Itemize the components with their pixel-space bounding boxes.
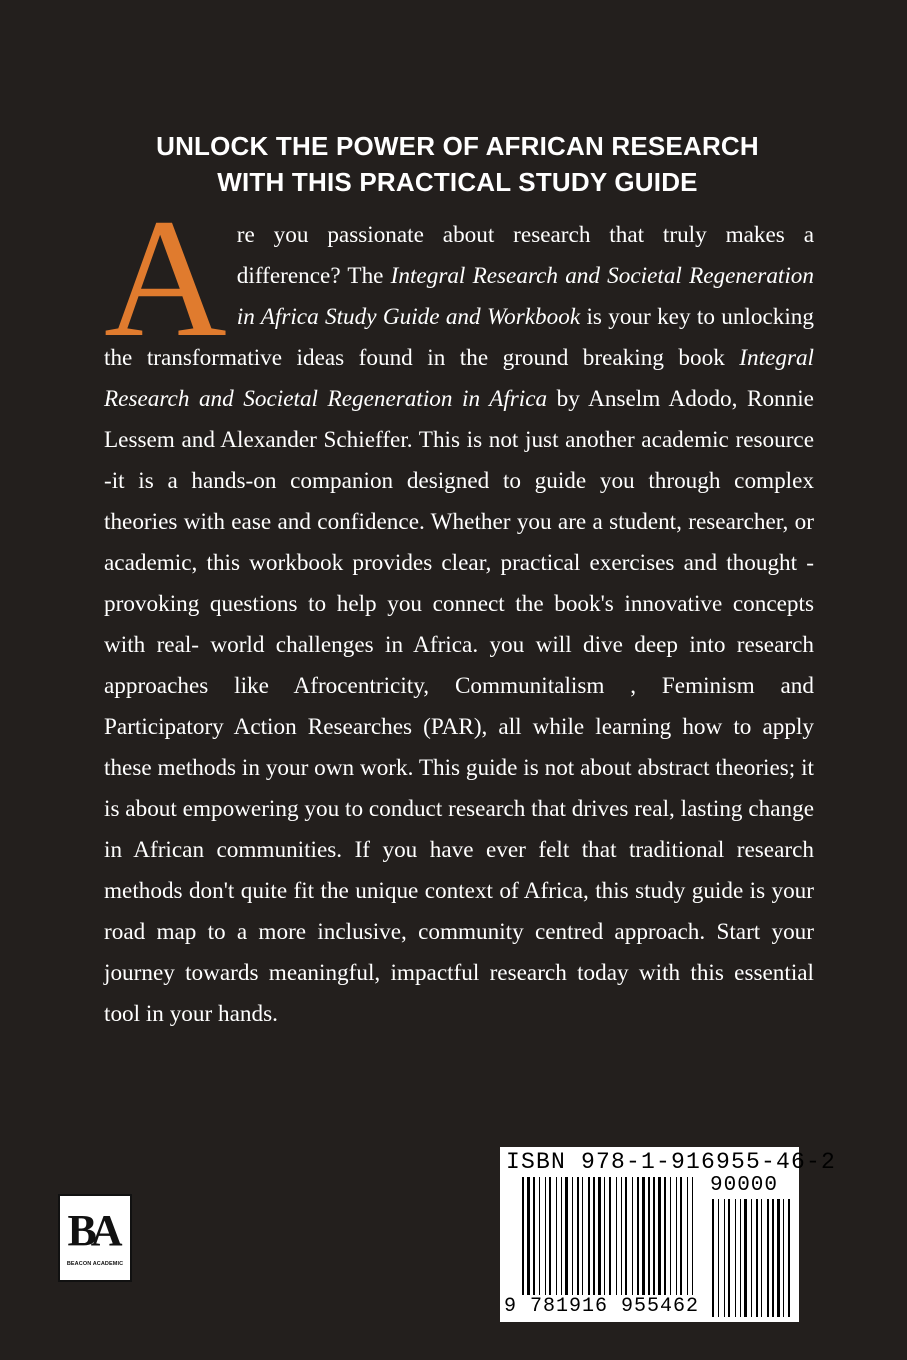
headline-line-2: WITH THIS PRACTICAL STUDY GUIDE [217, 167, 698, 197]
blurb-paragraph [104, 184, 814, 1035]
price-code: 90000 [710, 1174, 779, 1197]
publisher-logo [58, 1194, 132, 1282]
blurb-text-2: is your key to unlocking the transformative ideas found in the ground breaking book [104, 304, 814, 371]
isbn-barcode [500, 1147, 837, 1322]
barcode-digits: 9 781916 955462 [504, 1295, 700, 1318]
blurb-text-1: re you passionate about research that truly makes a difference? The [236, 222, 814, 289]
publisher-name: BEACON ACADEMIC [66, 1261, 124, 1267]
publisher-logo-mark: BA [67, 1206, 117, 1255]
drop-cap: A [104, 184, 227, 372]
isbn-label: ISBN 978-1-916955-46-2 [506, 1149, 837, 1175]
blurb-text-3: by Anselm Adodo, Ronnie Lessem and Alexander Schieffer. This is not just another academic resource -it is a hands-on companion designed to guide you through complex theories with ease and confidence. Whether you are a student, researcher, or academic, this workbook provides clear, practical exercises and thought -provoking questions to help you connect the book's innovative concepts with real- world challenges in Africa. you will dive deep into research approaches like Afrocentricity, Communitalism , Feminism and Participatory Action Researches (PAR), all while learning how to apply these methods in your own work. This guide is not about abstract theories; it is about empowering you to conduct research that drives real, lasting change in African communities. If you have ever felt that traditional research methods don't quite fit the unique context of Africa, this study guide is your road map to a more inclusive, community centred approach. Start your journey towards meaningful, impactful research today with this essential tool in your hands. [104, 386, 814, 1027]
headline-line-1: UNLOCK THE POWER OF AFRICAN RESEARCH [156, 131, 759, 161]
book-title: Integral Research and Societal Regeneration in Africa [104, 345, 814, 412]
guide-title: Integral Research and Societal Regeneration in Africa Study Guide and Workbook [236, 263, 814, 330]
